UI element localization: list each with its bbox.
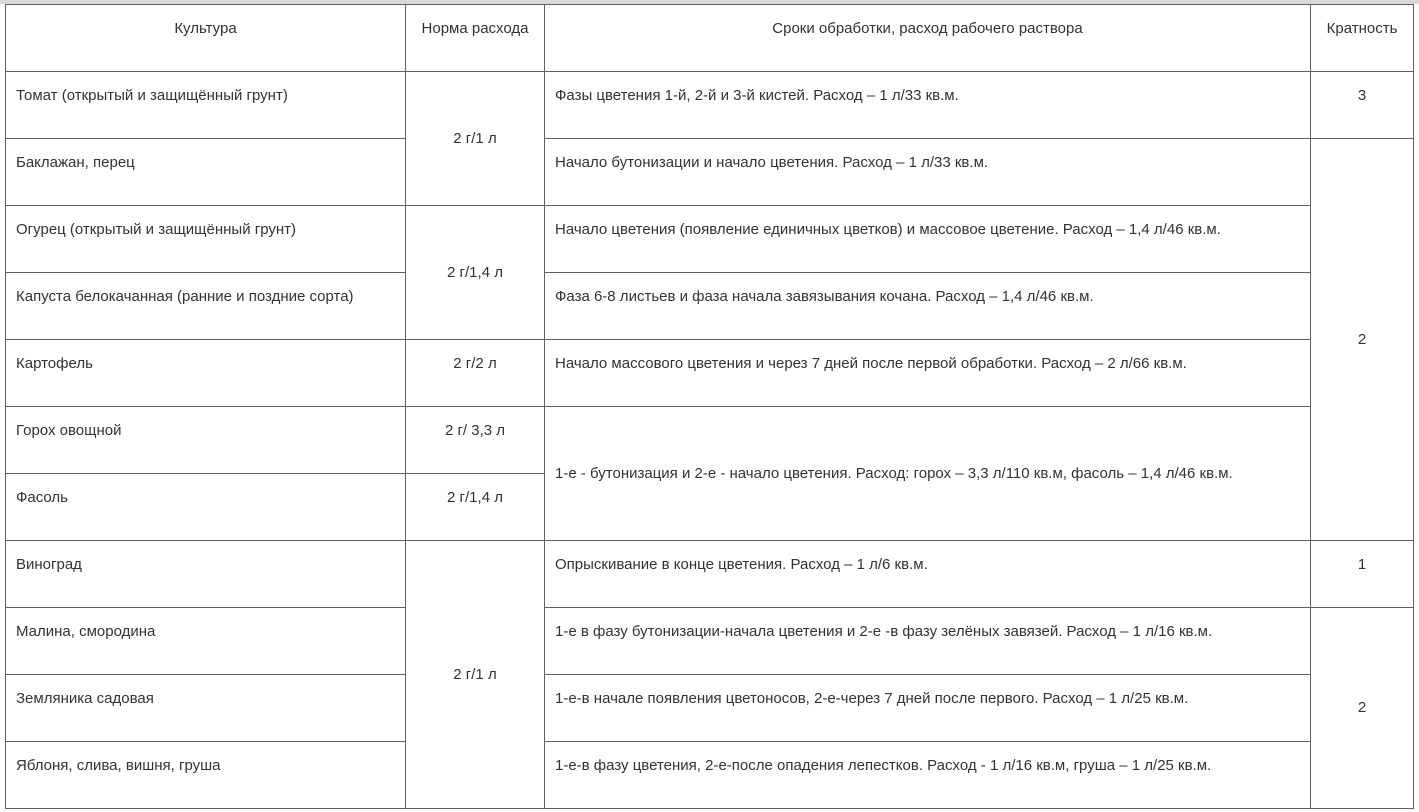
rate-cell: 2 г/1,4 л bbox=[406, 206, 545, 340]
header-timing: Сроки обработки, расход рабочего раствора bbox=[545, 5, 1311, 72]
crop-cell: Картофель bbox=[6, 340, 406, 407]
table-row bbox=[6, 742, 1414, 809]
multiplicity-cell: 2 bbox=[1311, 139, 1414, 541]
table-row bbox=[6, 340, 1414, 407]
table-row bbox=[6, 72, 1414, 139]
rate-cell: 2 г/1 л bbox=[406, 72, 545, 206]
rate-cell: 2 г/1,4 л bbox=[406, 474, 545, 541]
multiplicity-cell: 1 bbox=[1311, 541, 1414, 608]
crop-cell: Томат (открытый и защищённый грунт) bbox=[6, 72, 406, 139]
rate-cell: 2 г/ 3,3 л bbox=[406, 407, 545, 474]
header-row bbox=[6, 5, 1414, 72]
timing-cell: Начало бутонизации и начало цветения. Расход – 1 л/33 кв.м. bbox=[545, 139, 1311, 206]
crop-cell: Фасоль bbox=[6, 474, 406, 541]
multiplicity-cell: 3 bbox=[1311, 72, 1414, 139]
timing-cell: 1-е - бутонизация и 2-е - начало цветения. Расход: горох – 3,3 л/110 кв.м, фасоль – 1,4 л/46 кв.м. bbox=[545, 407, 1311, 541]
timing-cell: Опрыскивание в конце цветения. Расход – 1 л/6 кв.м. bbox=[545, 541, 1311, 608]
table-row bbox=[6, 407, 1414, 474]
table-row bbox=[6, 139, 1414, 206]
crop-cell: Горох овощной bbox=[6, 407, 406, 474]
timing-cell: Начало массового цветения и через 7 дней после первой обработки. Расход – 2 л/66 кв.м. bbox=[545, 340, 1311, 407]
treatment-table bbox=[5, 4, 1414, 809]
rate-cell: 2 г/1 л bbox=[406, 541, 545, 809]
header-multiplicity: Кратность bbox=[1311, 5, 1414, 72]
table-row bbox=[6, 541, 1414, 608]
timing-cell: Начало цветения (появление единичных цветков) и массовое цветение. Расход – 1,4 л/46 кв.м. bbox=[545, 206, 1311, 273]
table-row bbox=[6, 206, 1414, 273]
timing-cell: 1-е в фазу бутонизации-начала цветения и 2-е -в фазу зелёных завязей. Расход – 1 л/16 кв.м. bbox=[545, 608, 1311, 675]
rate-cell: 2 г/2 л bbox=[406, 340, 545, 407]
header-crop: Культура bbox=[6, 5, 406, 72]
timing-cell: Фазы цветения 1-й, 2-й и 3-й кистей. Расход – 1 л/33 кв.м. bbox=[545, 72, 1311, 139]
crop-cell: Виноград bbox=[6, 541, 406, 608]
crop-cell: Яблоня, слива, вишня, груша bbox=[6, 742, 406, 809]
crop-cell: Малина, смородина bbox=[6, 608, 406, 675]
multiplicity-cell: 2 bbox=[1311, 608, 1414, 809]
table-row bbox=[6, 608, 1414, 675]
crop-cell: Капуста белокачанная (ранние и поздние сорта) bbox=[6, 273, 406, 340]
timing-cell: 1-е-в фазу цветения, 2-е-после опадения лепестков. Расход - 1 л/16 кв.м, груша – 1 л/25 кв.м. bbox=[545, 742, 1311, 809]
timing-cell: Фаза 6-8 листьев и фаза начала завязывания кочана. Расход – 1,4 л/46 кв.м. bbox=[545, 273, 1311, 340]
crop-cell: Огурец (открытый и защищённый грунт) bbox=[6, 206, 406, 273]
header-rate: Норма расхода bbox=[406, 5, 545, 72]
timing-cell: 1-е-в начале появления цветоносов, 2-е-через 7 дней после первого. Расход – 1 л/25 кв.м. bbox=[545, 675, 1311, 742]
table-row bbox=[6, 675, 1414, 742]
crop-cell: Земляника садовая bbox=[6, 675, 406, 742]
table-row bbox=[6, 273, 1414, 340]
crop-cell: Баклажан, перец bbox=[6, 139, 406, 206]
